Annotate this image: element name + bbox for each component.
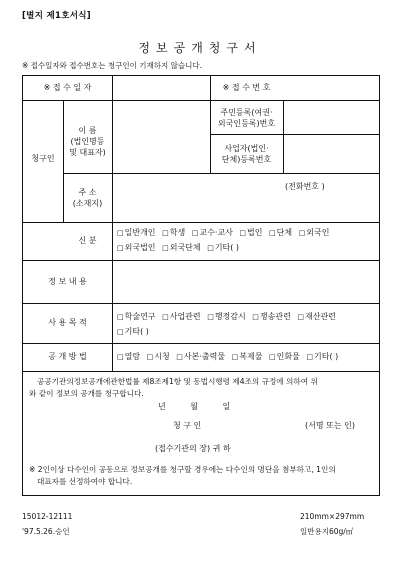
status-option[interactable]: □ 학생 — [162, 228, 185, 237]
approval-date: '97.5.26.승인 — [22, 527, 70, 536]
row-divider — [23, 100, 379, 101]
method-option[interactable]: □ 시청 — [147, 352, 170, 361]
status-label: 신 분 — [78, 236, 97, 245]
agency-head-line: (접수기관의 장) 귀 하 — [155, 444, 231, 453]
declaration-line-2: 와 같이 정보의 공개를 청구합니다. — [29, 389, 144, 398]
applicant-label: 청구인 — [31, 154, 55, 163]
address-label: 주 소 (소재지) — [72, 188, 103, 208]
purpose-option[interactable]: □ 행정감시 — [207, 312, 246, 321]
purpose-option[interactable]: □ 쟁송관련 — [252, 312, 291, 321]
purpose-option[interactable]: □ 기타( ) — [117, 327, 149, 336]
method-option[interactable]: □ 복제물 — [232, 352, 263, 361]
purpose-option[interactable]: □ 학술연구 — [117, 312, 156, 321]
row-divider — [23, 303, 379, 304]
method-options — [117, 352, 342, 363]
name-label: 이 름 (법인명등 및 대표자) — [69, 126, 106, 157]
form-code: 15012-12111 — [22, 512, 73, 521]
row-divider — [210, 134, 379, 135]
form-title: 정보공개청구서 — [138, 41, 262, 55]
resident-number-label: 주민등록(여권· 외국인등록)번호 — [217, 108, 276, 128]
col-divider — [112, 100, 113, 371]
form-table — [22, 75, 380, 496]
status-option[interactable]: □ 단체 — [269, 228, 292, 237]
method-option[interactable]: □ 열람 — [117, 352, 140, 361]
status-option[interactable]: □ 법인 — [239, 228, 262, 237]
status-options-row1 — [117, 228, 333, 239]
form-number-tag: [별지 제1호서식] — [22, 11, 91, 21]
purpose-option[interactable]: □ 사업관련 — [162, 312, 201, 321]
row-divider — [23, 371, 379, 372]
paper-size: 210mm×297mm — [300, 512, 365, 521]
date-line: 년 월 일 — [158, 402, 231, 411]
col-divider — [112, 76, 113, 100]
paper-type: 일반용지60g/㎡ — [300, 527, 354, 536]
row-divider — [23, 343, 379, 344]
purpose-options-row1 — [117, 312, 340, 323]
status-options-row2 — [117, 243, 243, 254]
purpose-option[interactable]: □ 재산관련 — [297, 312, 336, 321]
status-option[interactable]: □ 외국인 — [299, 228, 330, 237]
status-option[interactable]: □ 기타( ) — [207, 243, 239, 252]
method-option[interactable]: □ 인화물 — [269, 352, 300, 361]
status-option[interactable]: □ 외국단체 — [162, 243, 201, 252]
phone-label: (전화번호 ) — [285, 182, 325, 191]
business-number-label: 사업자(법인· 단체)등록번호 — [221, 144, 272, 164]
status-option[interactable]: □ 교수·교사 — [192, 228, 233, 237]
signature-placeholder: (서명 또는 인) — [305, 421, 355, 430]
row-divider — [23, 222, 379, 223]
applicant-signature-label: 청 구 인 — [173, 421, 202, 430]
receipt-date-label: ※ 접 수 일 자 — [43, 83, 92, 92]
footnote-line-1: ※ 2인이상 다수인이 공동으로 정보공개를 청구할 경우에는 다수인의 명단을 첨부하고, 1인의 — [29, 465, 336, 474]
purpose-options-row2 — [117, 327, 153, 338]
row-divider — [63, 173, 379, 174]
status-option[interactable]: □ 일반개인 — [117, 228, 156, 237]
purpose-label: 사 용 목 적 — [48, 318, 87, 327]
receipt-note: ※ 접수일자와 접수번호는 청구인이 기재하지 않습니다. — [22, 61, 202, 70]
declaration-line-1: 공공기관의정보공개에관한법률 제8조제1항 및 동법시행령 제4조의 규정에 의하여 위 — [37, 377, 318, 386]
status-option[interactable]: □ 외국법인 — [117, 243, 156, 252]
receipt-number-label: ※ 접 수 번 호 — [222, 83, 271, 92]
info-content-label: 정 보 내 용 — [48, 277, 87, 286]
method-option[interactable]: □ 사본·출력물 — [176, 352, 225, 361]
method-option[interactable]: □ 기타( ) — [306, 352, 338, 361]
row-divider — [23, 260, 379, 261]
col-divider — [283, 100, 284, 173]
footnote-line-2: 대표자를 선정하여야 합니다. — [37, 477, 133, 486]
method-label: 공 개 방 법 — [48, 352, 87, 361]
